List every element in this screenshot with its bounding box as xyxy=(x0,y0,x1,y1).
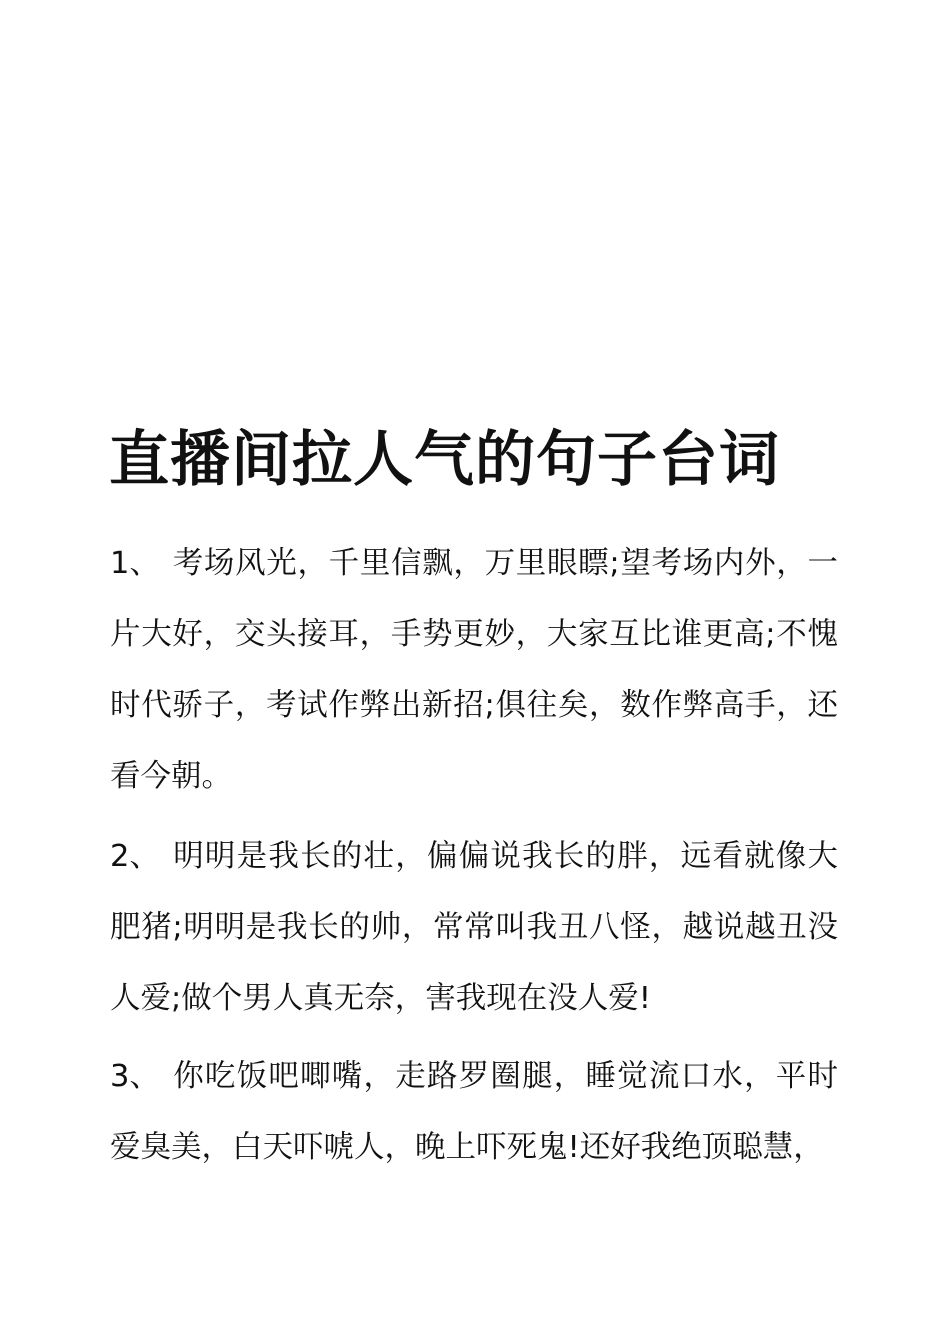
paragraph-number: 2、 xyxy=(110,839,160,874)
paragraph-text: 你吃饭吧唧嘴，走路罗圈腿，睡觉流口水，平时爱臭美，白天吓唬人，晚上吓死鬼!还好我绝顶聪慧， xyxy=(110,1059,838,1165)
paragraph-1 xyxy=(110,528,838,812)
paragraph-text: 考场风光，千里信飘，万里眼瞟;望考场内外，一片大好，交头接耳，手势更妙，大家互比谁更高;不愧时代骄子，考试作弊出新招;俱往矣，数作弊高手，还看今朝。 xyxy=(110,546,838,794)
paragraph-3 xyxy=(110,1041,838,1183)
paragraph-2 xyxy=(110,821,838,1034)
document-title: 直播间拉人气的句子台词 xyxy=(109,425,780,495)
paragraph-number: 1、 xyxy=(110,546,160,581)
paragraph-text: 明明是我长的壮，偏偏说我长的胖，远看就像大肥猪;明明是我长的帅，常常叫我丑八怪，越说越丑没人爱;做个男人真无奈，害我现在没人爱! xyxy=(110,839,838,1016)
paragraph-number: 3、 xyxy=(110,1059,160,1094)
